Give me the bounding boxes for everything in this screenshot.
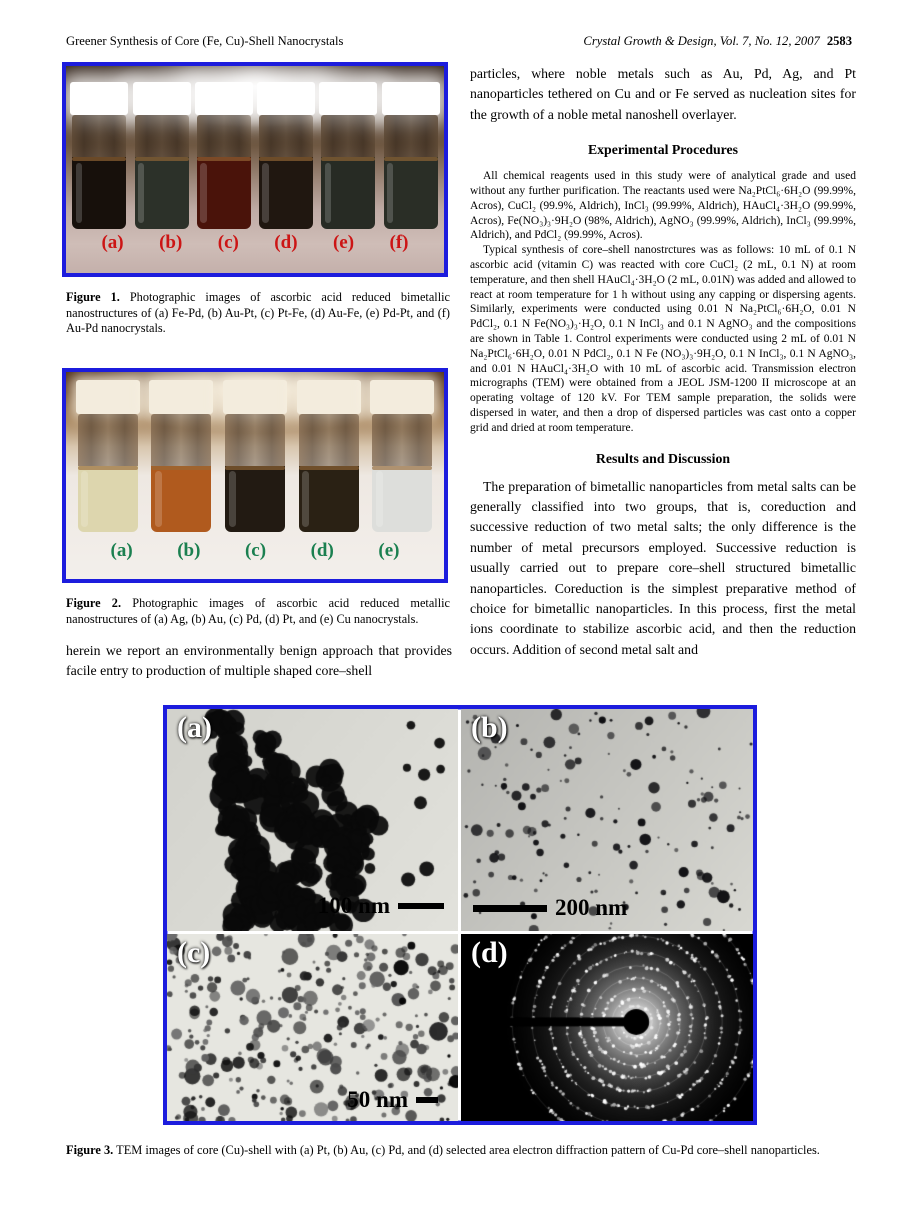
figure2-vial-row: [66, 380, 444, 532]
panel-c-scale-line: [416, 1097, 438, 1103]
vial-glass: [78, 414, 138, 466]
left-body-paragraph: herein we report an environmentally benign approach that provides facile entry to production of multiple shaped core–shell: [66, 643, 452, 679]
figure1-vial-labels: [66, 232, 444, 254]
vial-liquid: [135, 157, 189, 229]
vial-liquid: [72, 157, 126, 229]
vial-label: (c): [244, 540, 267, 561]
figure3-tem-grid: [163, 705, 757, 1125]
vial-c: [223, 380, 287, 532]
panel-b-label: (b): [471, 711, 508, 744]
vial-label: (b): [177, 540, 201, 561]
vial-e: [370, 380, 434, 532]
paragraph-reagents: All chemical reagents used in this study were of analytical grade and used without any further purification. The reactants used were Na₂PtCl₆·6H₂O (99.99%, Acros), CuCl₂ (99.9%, Aldrich), InCl₃ (99.99%, Aldrich), HAuCl₄·3H₂O (99.99%, Acros), Fe(NO₃)₃·9H₂O (98%, Aldrich), AgNO₃ (99.99%, Aldrich), InCl₃ (99.99%, Aldrich), and PdCl₂ (99.99%, Acros).: [470, 170, 856, 242]
panel-c-scale-text: 50 nm: [347, 1087, 408, 1112]
diffraction-panel-d: [461, 934, 753, 1121]
figure2-vial-labels: [66, 540, 444, 562]
panel-b-scale-line: [473, 905, 547, 912]
vial-label: (a): [101, 232, 124, 253]
panel-a-scale-line: [398, 903, 444, 909]
vial-glass: [372, 414, 432, 466]
running-title: Greener Synthesis of Core (Fe, Cu)-Shell Nanocrystals: [66, 34, 344, 48]
vial-liquid: [259, 157, 313, 229]
figure1-photo-background: [66, 66, 444, 273]
figure2-photo-background: [66, 372, 444, 579]
vial-cap: [149, 380, 213, 414]
paragraph-results: The preparation of bimetallic nanoparticles from metal salts can be generally classified into two groups, that is, coreduction and successive reduction of two metal salts; the only difference is the number of metal precursors employed. Successive reduction is usually carried out to prepare core–shell structured bimetallic nanoparticles. Coreduction is the simplest preparative method of choice for bimetallic nanoparticles. In this process, first the metal ions coordinate to stabilize ascorbic acid, and then the reduction occurs. Addition of second metal salt and: [470, 478, 856, 657]
panel-a-scalebar: [318, 893, 444, 919]
vial-liquid: [151, 466, 211, 532]
vial-liquid: [299, 466, 359, 532]
figure3-caption-label: Figure 3.: [66, 1143, 114, 1157]
vial-cap: [76, 380, 140, 414]
vial-label: (d): [310, 540, 334, 561]
figure2-caption: [66, 596, 450, 627]
vial-glass: [135, 115, 189, 157]
panel-c-scalebar: [347, 1087, 438, 1113]
vial-f: [382, 82, 440, 229]
figure1-caption-label: Figure 1.: [66, 290, 120, 304]
vial-label: (d): [274, 232, 298, 253]
vial-d: [297, 380, 361, 532]
heading-experimental-procedures: Experimental Procedures: [587, 142, 739, 158]
panel-a-label: (a): [177, 711, 212, 744]
vial-liquid: [384, 157, 438, 229]
vial-cap: [319, 82, 377, 115]
vial-cap: [70, 82, 128, 115]
figure1-photo: [62, 62, 448, 277]
vial-e: [319, 82, 377, 229]
heading-results-discussion: Results and Discussion: [595, 450, 731, 466]
figure2-photo: [62, 368, 448, 583]
vial-cap: [257, 82, 315, 115]
paragraph-intro: particles, where noble metals such as Au, Pd, Ag, and Pt nanoparticles tethered on Cu and or Fe served as nucleation sites for the growth of a noble metal nanoshell overlayer.: [470, 66, 856, 122]
tem-panel-b: [461, 709, 753, 931]
tem-panel-c: [167, 934, 458, 1121]
vial-cap: [195, 82, 253, 115]
vial-c: [195, 82, 253, 229]
vial-d: [257, 82, 315, 229]
vial-a: [76, 380, 140, 532]
vial-cap: [133, 82, 191, 115]
figure1-vial-row: [66, 82, 444, 229]
vial-label: (e): [332, 232, 355, 253]
figure3-caption: [66, 1143, 852, 1158]
vial-label: (e): [378, 540, 400, 561]
vial-liquid: [225, 466, 285, 532]
vial-liquid: [197, 157, 251, 229]
figure2-caption-text: Photographic images of ascorbic acid reduced metallic nanostructures of (a) Ag, (b) Au, (c) Pd, (d) Pt, and (e) Cu nanocrystals.: [66, 596, 451, 626]
vial-label: (c): [217, 232, 239, 253]
journal-citation: [583, 34, 852, 49]
vial-glass: [384, 115, 438, 157]
vial-glass: [321, 115, 375, 157]
vial-cap: [297, 380, 361, 414]
vial-glass: [225, 414, 285, 466]
figure1-caption-text: Photographic images of ascorbic acid reduced bimetallic nanostructures of (a) Fe-Pd, (b) Au-Pt, (c) Pt-Fe, (d) Au-Fe, (e) Pd-Pt, and (f) Au-Pd nanocrystals.: [66, 290, 450, 336]
tem-panel-a: [167, 709, 458, 931]
vial-cap: [370, 380, 434, 414]
vial-b: [149, 380, 213, 532]
vial-label: (a): [110, 540, 133, 561]
vial-liquid: [78, 466, 138, 532]
vial-cap: [382, 82, 440, 115]
journal-name: Crystal Growth & Design, Vol. 7, No. 12, 2007: [583, 34, 820, 48]
vial-liquid: [321, 157, 375, 229]
left-column: [66, 641, 452, 682]
paragraph-synthesis: Typical synthesis of core–shell nanostrctures was as follows: 10 mL of 0.1 N ascorbic acid (vitamin C) was reacted with core CuCl₂ (2 mL, 0.1 N) at room temperature, and then shell HAuCl₄·3H₂O (2 mL, 0.01N) was added and allowed to react at room temperature for 1 h without using any capping or dispersing agents. Similarly, experiments were conducted using 0.01 N Na₂PtCl₆·6H₂O, 0.01 N PdCl₂, 0.1 N Fe(NO₃)₃·H₂O, 0.1 N InCl₃ and 0.1 N AgNO₃ and the compositions are shown in Table 1. Control experiments were conducted using 2 mL of 0.01 N Na₂PtCl₆·6H₂O, 0.01 N PdCl₂, 0.1 N Fe (NO₃)₃·9H₂O, 0.1 N InCl₃, 0.1 N AgNO₃, and 0.01 N HAuCl₄·3H₂O with 10 mL of ascorbic acid. Transmission electron micrographs (TEM) were obtained from a JEOL JSM-1200 II microscope at an operating voltage of 120 kV. For TEM sample preparation, the solids were dispersed in water, and then a drop of dispersed particles was cast onto a copper grid and dried at room temperature.: [470, 244, 856, 434]
vial-label: (f): [389, 232, 409, 253]
vial-b: [133, 82, 191, 229]
vial-a: [70, 82, 128, 229]
panel-a-scale-text: 100 nm: [317, 893, 390, 918]
right-column: [470, 64, 856, 660]
panel-b-scale-text: 200 nm: [555, 895, 628, 920]
vial-label: (b): [159, 232, 183, 253]
figure2-caption-label: Figure 2.: [66, 596, 122, 610]
figure1-caption: [66, 290, 450, 337]
vial-glass: [197, 115, 251, 157]
panel-c-label: (c): [177, 936, 211, 969]
panel-b-scalebar: [473, 895, 627, 921]
vial-glass: [299, 414, 359, 466]
panel-d-label: (d): [471, 936, 508, 969]
vial-glass: [72, 115, 126, 157]
vial-liquid: [372, 466, 432, 532]
vial-glass: [151, 414, 211, 466]
page-number: 2583: [826, 34, 852, 48]
figure3-caption-text: TEM images of core (Cu)-shell with (a) Pt, (b) Au, (c) Pd, and (d) selected area electron diffraction pattern of Cu-Pd core–shell nanoparticles.: [116, 1143, 820, 1157]
vial-glass: [259, 115, 313, 157]
vial-cap: [223, 380, 287, 414]
